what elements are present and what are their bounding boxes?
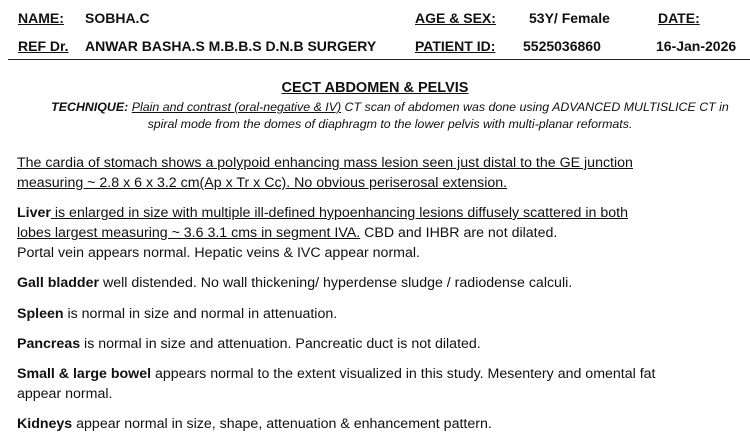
technique-block [30, 99, 750, 133]
date-label: DATE: [658, 10, 700, 26]
patient-name: SOBHA.C [85, 10, 150, 26]
report-date: 16-Jan-2026 [656, 38, 737, 54]
stomach-line-2: measuring ~ 2.8 x 6 x 3.2 cm(Ap x Tr x Cc). No obvious periserosal extension. [17, 175, 508, 191]
liver-line-3: Portal vein appears normal. Hepatic veins & IVC appear normal. [17, 245, 420, 261]
kidneys-text: appear normal in size, shape, attenuation & enhancement pattern. [72, 416, 492, 432]
bowel-heading: Small & large bowel [17, 366, 152, 382]
finding-spleen [17, 304, 750, 324]
ref-doctor-value: ANWAR BASHA.S M.B.B.S D.N.B SURGERY [85, 38, 377, 54]
finding-gallbladder [17, 273, 750, 293]
stomach-line-1: The cardia of stomach shows a polypoid enhancing mass lesion seen just distal to the GE junction [17, 155, 633, 171]
patient-id-value: 5525036860 [523, 38, 601, 54]
technique-text-1: CT scan of abdomen was done using ADVANCED MULTISLICE CT in [341, 100, 729, 114]
technique-text-2: spiral mode from the domes of diaphragm to the lower pelvis with multi-planar reformats. [147, 117, 633, 131]
pancreas-heading: Pancreas [17, 336, 81, 352]
technique-contrast: Plain and contrast (oral-negative & IV) [131, 100, 342, 114]
kidneys-heading: Kidneys [17, 416, 73, 432]
patient-id-label: PATIENT ID: [415, 38, 496, 54]
bowel-line-1: appears normal to the extent visualized in this study. Mesentery and omental fat [151, 366, 656, 382]
ref-doctor-label: REF Dr. [18, 38, 69, 54]
bowel-line-2: appear normal. [17, 386, 113, 402]
header-divider [8, 59, 750, 60]
gallbladder-text: well distended. No wall thickening/ hyperdense sludge / radiodense calculi. [99, 275, 573, 291]
liver-line-2-underlined: lobes largest measuring ~ 3.6 3.1 cms in segment IVA. [17, 225, 361, 241]
finding-bowel [17, 364, 750, 404]
finding-stomach [17, 153, 750, 193]
gallbladder-heading: Gall bladder [17, 275, 99, 291]
finding-kidneys [17, 414, 750, 434]
liver-line-2-rest: CBD and IHBR are not dilated. [360, 225, 558, 241]
finding-liver [17, 203, 750, 263]
liver-heading: Liver [17, 205, 51, 221]
liver-line-1: is enlarged in size with multiple ill-defined hypoenhancing lesions diffusely scattered in both [50, 205, 628, 221]
spleen-text: is normal in size and normal in attenuation. [63, 306, 338, 322]
finding-pancreas [17, 334, 750, 354]
pancreas-text: is normal in size and attenuation. Pancreatic duct is not dilated. [80, 336, 481, 352]
name-label: NAME: [18, 10, 64, 26]
spleen-heading: Spleen [17, 306, 64, 322]
age-sex-label: AGE & SEX: [415, 10, 496, 26]
report-title: CECT ABDOMEN & PELVIS [281, 80, 469, 96]
age-sex-value: 53Y/ Female [529, 10, 610, 26]
technique-label: TECHNIQUE: [51, 100, 129, 114]
